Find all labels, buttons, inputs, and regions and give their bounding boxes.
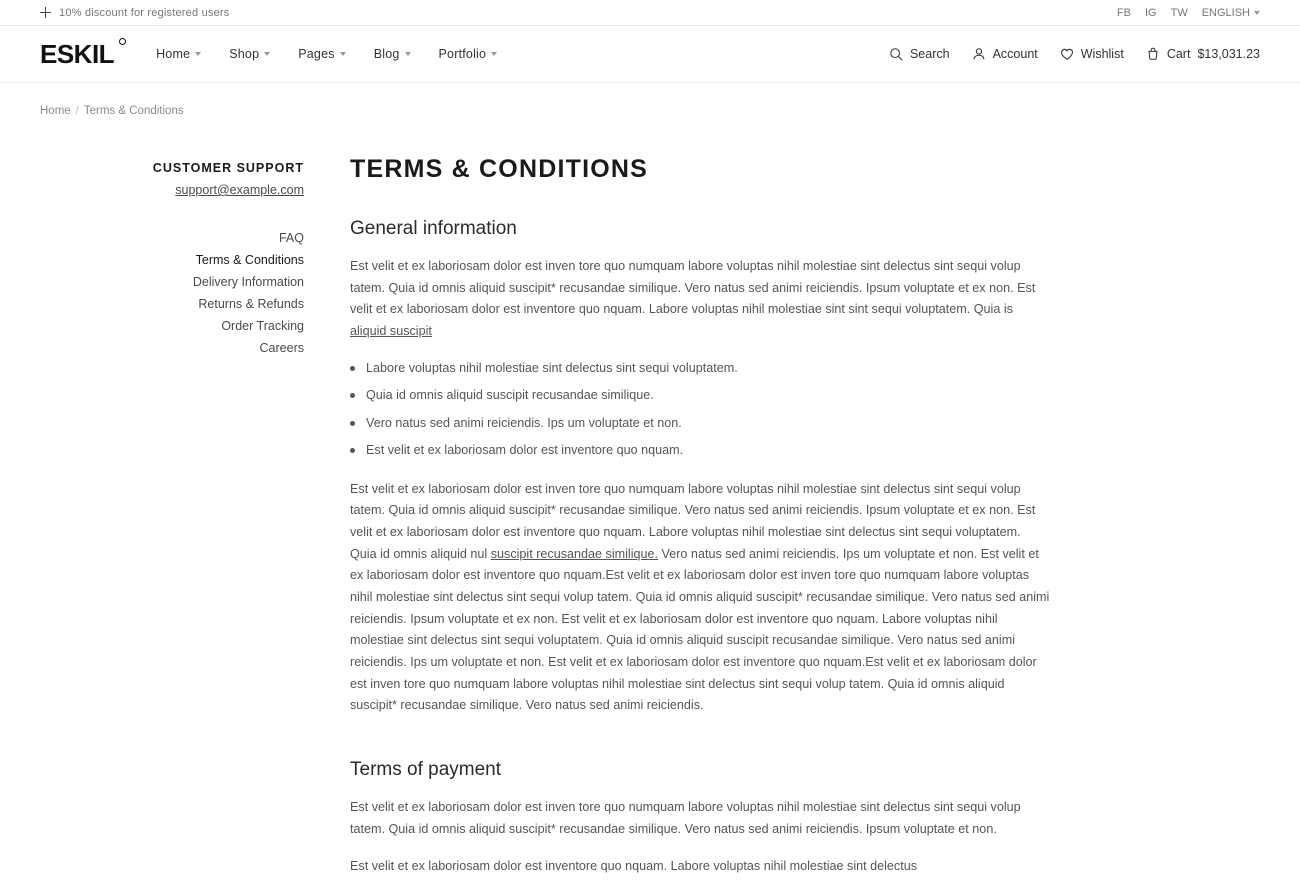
- chevron-down-icon: [405, 52, 411, 56]
- nav-item-shop-label: Shop: [229, 47, 260, 61]
- user-icon: [972, 47, 986, 61]
- general-information-bullets: [350, 359, 1050, 461]
- sidebar: [40, 153, 350, 894]
- nav-item-shop[interactable]: [229, 47, 270, 61]
- account-label: Account: [992, 47, 1038, 61]
- wishlist-label: Wishlist: [1080, 47, 1124, 61]
- suscipit-recusandae-link[interactable]: suscipit recusandae similique.: [490, 546, 659, 561]
- search-icon: [889, 47, 903, 61]
- cart-icon: [1146, 47, 1160, 61]
- section-spacer: [350, 733, 1050, 759]
- section-title-general-information: General information: [350, 218, 517, 239]
- customer-support-title: CUSTOMER SUPPORT: [152, 161, 304, 175]
- wishlist-button[interactable]: [1060, 47, 1124, 61]
- nav-item-portfolio[interactable]: [439, 47, 498, 61]
- search-button[interactable]: [889, 47, 950, 61]
- sidebar-item-delivery-information[interactable]: Delivery Information: [192, 275, 304, 289]
- breadcrumb-separator: /: [75, 105, 79, 117]
- logo-dot-icon: [119, 38, 126, 45]
- list-item: Quia id omnis aliquid suscipit recusandae similique.: [350, 386, 1050, 406]
- terms-of-payment-paragraph-2: Est velit et ex laboriosam dolor est inventore quo nquam. Labore voluptas nihil molestiae sint delectus: [350, 859, 918, 874]
- announcement-text: 10% discount for registered users: [59, 6, 230, 19]
- language-selector[interactable]: [1202, 7, 1260, 19]
- nav-item-pages[interactable]: [298, 47, 345, 61]
- main-content: [350, 153, 1050, 894]
- sidebar-item-faq[interactable]: FAQ: [278, 231, 304, 245]
- logo[interactable]: [40, 41, 124, 67]
- site-header: [0, 26, 1300, 83]
- chevron-down-icon: [195, 52, 201, 56]
- social-link-ig[interactable]: IG: [1144, 6, 1157, 19]
- nav-item-home-label: Home: [156, 47, 191, 61]
- nav-item-blog[interactable]: [374, 47, 411, 61]
- nav-item-home[interactable]: [156, 47, 201, 61]
- section-title-terms-of-payment: Terms of payment: [350, 758, 501, 780]
- logo-text: ESKIL: [40, 39, 115, 69]
- aliquid-suscipit-link[interactable]: aliquid suscipit: [350, 323, 432, 338]
- breadcrumb-current: Terms & Conditions: [83, 105, 184, 117]
- paragraph-text-continued: Vero natus sed animi reiciendis. Ips um voluptate et non. Est velit et ex laboriosam dolor est inventore quo nquam.Est velit et ex laboriosam dolor est inven tore quo numquam labore voluptas nihil molestiae sint delectus sint sequi volup tatem. Quia id omnis aliquid suscipit* recusandae similique. Vero natus sed animi reiciendis. Ipsum voluptate et ex non. Est velit et ex laboriosam dolor est inventore quo nquam. Labore voluptas nihil molestiae sint delectus sint sequi voluptatem. Quia id omnis aliquid suscipit recusandae similique. Vero natus sed animi reiciendis. Ips um voluptate et non. Est velit et ex laboriosam dolor est inventore quo nquam.Est velit et ex laboriosam dolor est inven tore quo numquam labore voluptas nihil molestiae sint delectus sint sequi volup tatem. Quia id omnis aliquid suscipit* recusandae similique. Vero natus sed animi reiciendis.: [350, 546, 1050, 713]
- account-button[interactable]: [972, 47, 1038, 61]
- general-information-paragraph-1: [350, 256, 1050, 343]
- paragraph-text: Est velit et ex laboriosam dolor est inven tore quo numquam labore voluptas nihil molestiae sint delectus sint sequi volup tatem. Quia id omnis aliquid suscipit* recusandae similique. Vero natus sed animi reiciendis. Ipsum voluptate et ex non. Est velit et ex laboriosam dolor est inventore quo nquam. Labore voluptas nihil molestiae sint sint sequi voluptatem. Quia is: [350, 259, 1036, 317]
- chevron-down-icon: [1254, 11, 1260, 15]
- list-item: Labore voluptas nihil molestiae sint delectus sint sequi voluptatem.: [350, 359, 1050, 379]
- terms-of-payment-paragraph-1: Est velit et ex laboriosam dolor est inven tore quo numquam labore voluptas nihil molestiae sint delectus sint sequi volup tatem. Quia id omnis aliquid suscipit* recusandae similique. Vero natus sed animi reiciendis. Ipsum voluptate et non.: [350, 799, 1021, 836]
- breadcrumb-home[interactable]: Home: [40, 105, 71, 117]
- sidebar-item-returns-refunds[interactable]: Returns & Refunds: [198, 297, 304, 311]
- chevron-down-icon: [340, 52, 346, 56]
- search-label: Search: [909, 47, 950, 61]
- heart-icon: [1060, 47, 1074, 61]
- chevron-down-icon: [264, 52, 270, 56]
- social-link-tw[interactable]: TW: [1170, 6, 1188, 19]
- announcement-left: [40, 7, 229, 19]
- language-label: ENGLISH: [1201, 6, 1250, 19]
- page-title: TERMS & CONDITIONS: [350, 155, 648, 183]
- nav-item-blog-label: Blog: [373, 47, 400, 61]
- paragraph-text: Est velit et ex laboriosam dolor est inven tore quo numquam labore voluptas nihil molestiae sint delectus sint sequi volup tatem. Quia id omnis aliquid suscipit* recusandae similique. Vero natus sed animi reiciendis. Ipsum voluptate et ex non. Est velit et ex laboriosam dolor est inventore quo nquam. Labore voluptas nihil molestiae sint delectus sint sequi voluptatem. Quia id omnis aliquid nul: [350, 481, 1036, 561]
- list-item: Est velit et ex laboriosam dolor est inventore quo nquam.: [350, 441, 1050, 461]
- sidebar-item-terms-conditions[interactable]: Terms & Conditions: [195, 253, 304, 267]
- main-navigation: [156, 47, 497, 61]
- list-item: Vero natus sed animi reiciendis. Ips um voluptate et non.: [350, 414, 1050, 434]
- cart-label: Cart: [1166, 47, 1191, 61]
- announcement-right: [1117, 7, 1260, 19]
- sidebar-item-careers[interactable]: Careers: [259, 341, 304, 355]
- nav-item-pages-label: Pages: [298, 47, 335, 61]
- announcement-bar: [0, 0, 1300, 26]
- sidebar-links: [40, 231, 304, 355]
- plus-icon: [40, 7, 51, 18]
- sidebar-item-order-tracking[interactable]: Order Tracking: [221, 319, 304, 333]
- chevron-down-icon: [491, 52, 497, 56]
- cart-total: $13,031.23: [1197, 47, 1260, 61]
- nav-item-portfolio-label: Portfolio: [438, 47, 487, 61]
- header-actions: [889, 47, 1260, 61]
- support-email-link[interactable]: support@example.com: [175, 183, 304, 197]
- breadcrumb: [0, 83, 1300, 117]
- cart-button[interactable]: [1146, 47, 1260, 61]
- general-information-paragraph-2: [350, 479, 1050, 717]
- page-body: [0, 117, 1300, 894]
- social-link-fb[interactable]: FB: [1116, 6, 1131, 19]
